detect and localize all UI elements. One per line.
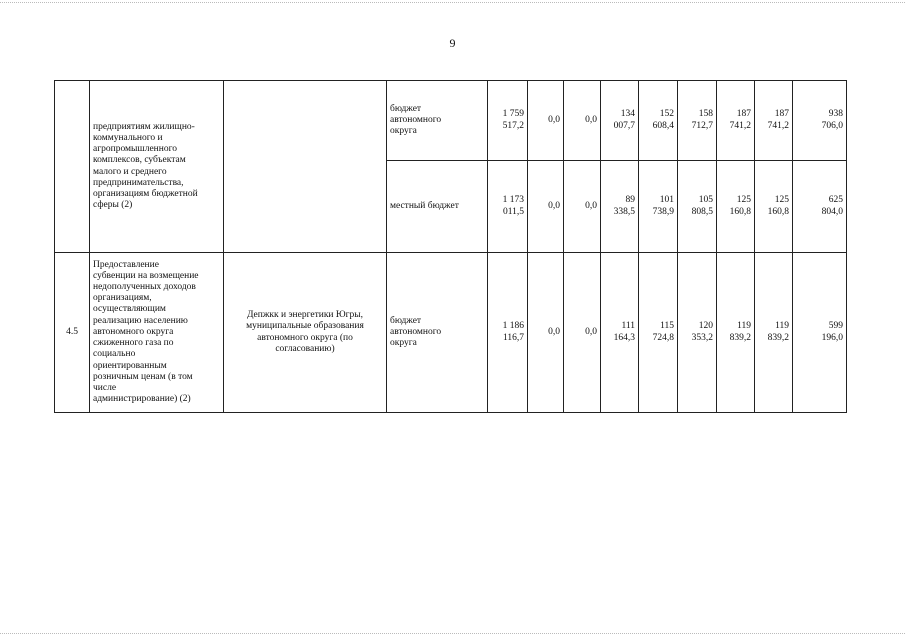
- funding-source-line: округа: [390, 338, 417, 349]
- amount-part: 007,7: [613, 120, 635, 131]
- funding-source-line: автономного: [390, 326, 442, 337]
- amount-cell: [528, 81, 564, 161]
- page-number: 9: [449, 36, 456, 50]
- amount-cell: [601, 161, 639, 253]
- amount-part: 125: [736, 195, 751, 206]
- description-cell: [90, 81, 224, 253]
- amount-part: 741,2: [729, 120, 751, 131]
- amount-part: 1 186: [502, 321, 524, 332]
- amount-cell: [488, 81, 528, 161]
- amount-part: 101: [659, 195, 674, 206]
- description-line: агропромышленного: [93, 144, 178, 155]
- amount-cell: [717, 161, 755, 253]
- executor-line: автономного округа (по: [257, 332, 353, 343]
- amount-part: 0,0: [585, 326, 597, 337]
- amount-part: 599: [828, 321, 843, 332]
- description-line: предприятиям жилищно-: [93, 121, 195, 132]
- funding-source-cell: [387, 81, 488, 161]
- amount-part: 1 759: [502, 109, 524, 120]
- amount-cell: [678, 161, 717, 253]
- amount-part: 839,2: [729, 332, 751, 343]
- amount-part: 724,8: [652, 332, 674, 343]
- description-line: розничным ценам (в том: [93, 371, 193, 382]
- description-line: недополученных доходов: [93, 282, 196, 293]
- amount-part: 0,0: [585, 114, 597, 125]
- amount-part: 187: [736, 109, 751, 120]
- row-number-cell: 4.5: [55, 253, 90, 413]
- description-line: числе: [93, 382, 117, 393]
- amount-cell: [717, 81, 755, 161]
- budget-table: [54, 80, 847, 413]
- funding-source-line: местный бюджет: [390, 200, 459, 211]
- amount-part: 116,7: [502, 332, 524, 343]
- funding-source-line: бюджет: [390, 103, 422, 114]
- scan-edge-bottom: [0, 633, 905, 634]
- amount-part: 0,0: [548, 326, 560, 337]
- amount-cell: [601, 253, 639, 413]
- amount-part: 938: [828, 109, 843, 120]
- amount-part: 011,5: [502, 206, 524, 217]
- amount-cell: [564, 253, 601, 413]
- description-cell: [90, 253, 224, 413]
- amount-part: 839,2: [767, 332, 789, 343]
- amount-part: 187: [774, 109, 789, 120]
- amount-part: 706,0: [821, 120, 843, 131]
- description-line: ориентированным: [93, 360, 167, 371]
- amount-part: 808,5: [691, 206, 713, 217]
- amount-part: 111: [621, 321, 635, 332]
- funding-source-line: бюджет: [390, 315, 422, 326]
- amount-cell: [601, 81, 639, 161]
- amount-part: 517,2: [502, 120, 524, 131]
- amount-cell: [678, 81, 717, 161]
- amount-cell: [488, 161, 528, 253]
- amount-cell: [488, 253, 528, 413]
- amount-part: 196,0: [821, 332, 843, 343]
- description-line: малого и среднего: [93, 166, 167, 177]
- amount-cell: [564, 81, 601, 161]
- amount-cell: [564, 161, 601, 253]
- table-row: [55, 81, 847, 161]
- amount-part: 160,8: [767, 206, 789, 217]
- amount-cell: [639, 253, 678, 413]
- description-line: субвенции на возмещение: [93, 270, 199, 281]
- amount-part: 134: [620, 109, 635, 120]
- amount-part: 0,0: [585, 200, 597, 211]
- amount-part: 608,4: [652, 120, 674, 131]
- table-row: [55, 253, 847, 413]
- executor-line: согласованию): [275, 343, 335, 354]
- amount-cell: [717, 253, 755, 413]
- amount-cell: [755, 253, 793, 413]
- amount-part: 338,5: [613, 206, 635, 217]
- amount-cell: [755, 161, 793, 253]
- funding-source-cell: [387, 161, 488, 253]
- amount-part: 105: [698, 195, 713, 206]
- amount-part: 741,2: [767, 120, 789, 131]
- amount-cell: [528, 253, 564, 413]
- amount-part: 160,8: [729, 206, 751, 217]
- amount-part: 119: [737, 321, 751, 332]
- amount-part: 89: [625, 195, 635, 206]
- amount-part: 125: [774, 195, 789, 206]
- amount-cell: [755, 81, 793, 161]
- amount-cell: [793, 253, 847, 413]
- description-line: предпринимательства,: [93, 177, 184, 188]
- description-line: социально: [93, 349, 136, 360]
- description-line: комплексов, субъектам: [93, 155, 186, 166]
- executor-cell: [224, 81, 387, 253]
- amount-part: 0,0: [548, 114, 560, 125]
- amount-cell: [678, 253, 717, 413]
- funding-source-cell: [387, 253, 488, 413]
- table-body: [55, 81, 847, 413]
- executor-line: муниципальные образования: [246, 321, 364, 332]
- executor-cell: [224, 253, 387, 413]
- amount-part: 1 173: [502, 195, 524, 206]
- description-line: осуществляющим: [93, 304, 166, 315]
- amount-cell: [528, 161, 564, 253]
- amount-part: 120: [698, 321, 713, 332]
- amount-part: 164,3: [613, 332, 635, 343]
- description-line: организациям бюджетной: [93, 188, 198, 199]
- funding-source-line: автономного: [390, 114, 442, 125]
- description-line: автономного округа: [93, 326, 174, 337]
- row-number-cell: [55, 81, 90, 253]
- scan-edge-top: [0, 2, 905, 3]
- amount-part: 353,2: [691, 332, 713, 343]
- description-line: Предоставление: [93, 259, 159, 270]
- amount-part: 152: [659, 109, 674, 120]
- amount-part: 119: [775, 321, 789, 332]
- amount-part: 712,7: [691, 120, 713, 131]
- amount-part: 738,9: [652, 206, 674, 217]
- description-line: реализацию населению: [93, 315, 188, 326]
- amount-cell: [793, 161, 847, 253]
- amount-cell: [639, 161, 678, 253]
- description-line: коммунального и: [93, 132, 163, 143]
- amount-cell: [793, 81, 847, 161]
- executor-line: Депжкк и энергетики Югры,: [246, 310, 364, 321]
- description-line: администрирование) (2): [93, 394, 191, 405]
- description-line: сферы (2): [93, 200, 133, 211]
- amount-part: 158: [698, 109, 713, 120]
- amount-part: 115: [660, 321, 674, 332]
- amount-part: 0,0: [548, 200, 560, 211]
- funding-source-line: округа: [390, 126, 417, 137]
- amount-cell: [639, 81, 678, 161]
- description-line: сжиженного газа по: [93, 338, 174, 349]
- description-line: организациям,: [93, 293, 152, 304]
- amount-part: 804,0: [821, 206, 843, 217]
- amount-part: 625: [828, 195, 843, 206]
